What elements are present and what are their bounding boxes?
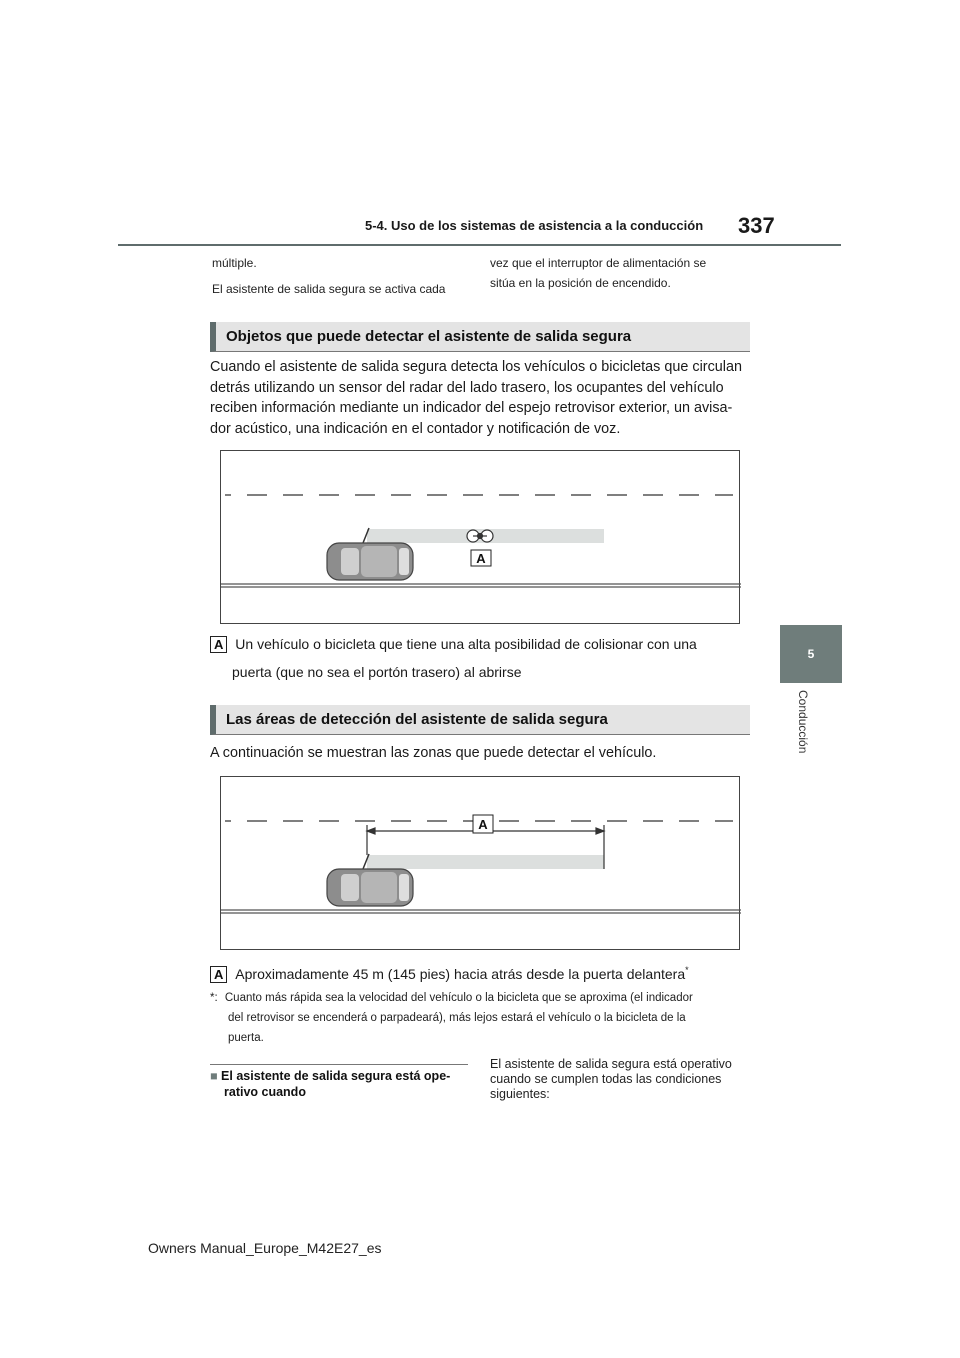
figure-detection-area [220, 776, 740, 950]
bullet-icon: ■ [210, 1069, 218, 1083]
condition-heading-line2: rativo cuando [224, 1085, 306, 1099]
detection-zone [367, 855, 604, 869]
condition-intro-line: cuando se cumplen todas las condiciones [490, 1072, 722, 1086]
chapter-tab-label: Conducción [796, 690, 810, 754]
top-left-line1: múltiple. [212, 256, 257, 270]
paragraph-line: Cuando el asistente de salida segura detecta los vehículos o bicicletas que circulan [210, 359, 742, 375]
car-icon [327, 869, 413, 906]
top-left-line2: El asistente de salida segura se activa cada [212, 282, 446, 296]
section-heading-objects-text: Objetos que puede detectar el asistente de salida segura [226, 328, 632, 345]
figure-detectable-objects [220, 450, 740, 624]
footnote-line: Cuanto más rápida sea la velocidad del vehículo o la bicicleta que se aproxima (el indicador [224, 992, 693, 1004]
condition-intro-line: El asistente de salida segura está operativo [490, 1057, 732, 1071]
car-icon [327, 543, 413, 580]
caption-text: Un vehículo o bicicleta que tiene una alta posibilidad de colisionar con una [235, 636, 697, 652]
figure-2-illustration [221, 777, 741, 951]
figure-1-illustration [221, 451, 741, 625]
footnote-ref: * [685, 965, 689, 975]
condition-heading-line1: El asistente de salida segura está ope- [221, 1069, 451, 1083]
condition-heading [210, 1068, 450, 1100]
section1-paragraph [210, 357, 750, 439]
section-heading-areas [210, 705, 750, 735]
condition-intro-line: siguientes: [490, 1087, 550, 1101]
road-edge [221, 584, 741, 587]
footnote-line: del retrovisor se encenderá o parpadeará), más lejos estará el vehículo o la bicicleta de la [228, 1012, 686, 1024]
chapter-tab-number: 5 [807, 647, 815, 661]
paragraph-line: reciben información mediante un indicador del espejo retrovisor exterior, un avisa- [210, 400, 733, 416]
top-right-line2: sitúa en la posición de encendido. [490, 276, 671, 290]
section-heading-objects [210, 322, 750, 352]
header-rule [118, 244, 841, 246]
footer-manual-id: Owners Manual_Europe_M42E27_es [148, 1240, 382, 1256]
section-heading-areas-text: Las áreas de detección del asistente de salida segura [226, 711, 608, 728]
figure-2-label-a: A [478, 817, 488, 832]
figure-1-label-a: A [476, 551, 486, 566]
paragraph-line: detrás utilizando un sensor del radar del lado trasero, los ocupantes del vehículo [210, 379, 724, 396]
figure-1-caption [210, 634, 770, 654]
chapter-title: 5-4. Uso de los sistemas de asistencia a la conducción [365, 218, 704, 233]
page-number: 337 [738, 213, 775, 238]
paragraph-line: dor acústico, una indicación en el contador y notificación de voz. [210, 420, 621, 437]
footnote-line: puerta. [228, 1032, 264, 1044]
figure-2-caption [210, 960, 770, 984]
caption-label-a: A [210, 636, 227, 653]
footnote [210, 988, 770, 1048]
section2-paragraph: A continuación se muestran las zonas que puede detectar el vehículo. [210, 745, 657, 761]
bottom-left-rule [210, 1064, 468, 1065]
road-edge [221, 910, 741, 913]
condition-intro [490, 1057, 760, 1102]
caption-text: Aproximadamente 45 m (145 pies) hacia atrás desde la puerta delantera [235, 965, 686, 982]
footnote-marker: *: [210, 992, 218, 1004]
figure-1-caption-line2: puerta (que no sea el portón trasero) al abrirse [232, 664, 522, 680]
top-right-line1: vez que el interruptor de alimentación se [490, 256, 707, 270]
caption-label-a: A [210, 966, 227, 983]
